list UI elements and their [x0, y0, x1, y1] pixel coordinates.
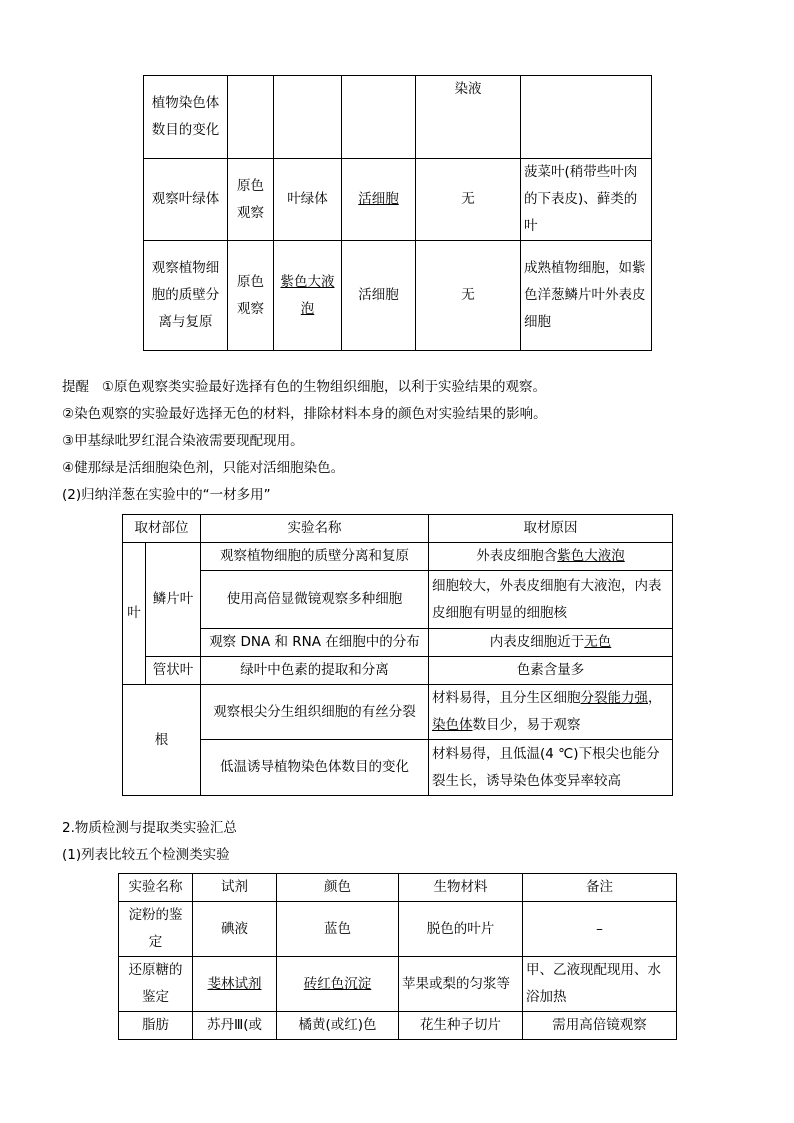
cell-material: 脱色的叶片	[399, 902, 523, 957]
underlined-text: 染色体	[432, 717, 473, 733]
cell	[228, 76, 274, 159]
underlined-text: 活细胞	[358, 191, 399, 207]
cell-experiment: 观察 DNA 和 RNA 在细胞中的分布	[201, 629, 429, 657]
cell-reagent: 苏丹Ⅲ(或	[193, 1012, 277, 1040]
header-experiment: 实验名称	[119, 874, 193, 902]
cell-reagent	[193, 957, 277, 1012]
underlined-text: 无色	[584, 634, 612, 650]
cell-reason	[429, 543, 673, 571]
cell-reagent: 碘液	[193, 902, 277, 957]
table-row	[119, 874, 677, 902]
header-reagent: 试剂	[193, 874, 277, 902]
cell-experiment-name: 植物染色体数目的变化	[144, 76, 228, 159]
cell-experiment: 观察根尖分生组织细胞的有丝分裂	[201, 685, 429, 740]
reason-text: 外表皮细胞含	[476, 548, 558, 564]
section-heading: 2.物质检测与提取类实验汇总	[62, 820, 237, 836]
table-row	[123, 657, 673, 685]
cell-target	[274, 241, 342, 351]
header-color: 颜色	[277, 874, 399, 902]
cell-method: 原色观察	[228, 241, 274, 351]
cell-experiment: 低温诱导植物染色体数目的变化	[201, 740, 429, 796]
cell-experiment-name: 观察植物细胞的质壁分离与复原	[144, 241, 228, 351]
cell-experiment: 脂肪	[119, 1012, 193, 1040]
cell-leaf: 叶	[123, 543, 146, 685]
cell-experiment: 淀粉的鉴定	[119, 902, 193, 957]
table-detection-experiments	[118, 873, 677, 1040]
tip-line-3: ③甲基绿吡罗红混合染液需要现配现用。	[62, 433, 304, 449]
cell-reason: 材料易得，且低温(4 ℃)下根尖也能分裂生长，诱导染色体变异率较高	[429, 740, 673, 796]
tip-line-1	[62, 377, 546, 397]
cell	[274, 76, 342, 159]
table-row	[144, 159, 652, 241]
cell-experiment: 观察植物细胞的质壁分离和复原	[201, 543, 429, 571]
underlined-text: 砖红色沉淀	[303, 975, 372, 992]
reason-text: 数目少，易于观察	[472, 717, 581, 733]
reason-text: 内表皮细胞近于	[489, 634, 585, 650]
table-row	[144, 76, 652, 159]
table-row	[123, 740, 673, 796]
cell-material: 成熟植物细胞，如紫色洋葱鳞片叶外表皮细胞	[521, 241, 652, 351]
section-heading: (2)归纳洋葱在实验中的“一材多用”	[62, 487, 271, 503]
table-row	[123, 515, 673, 543]
table-row	[123, 685, 673, 740]
cell	[342, 76, 416, 159]
cell-target: 叶绿体	[274, 159, 342, 241]
cell-material: 苹果或梨的匀浆等	[399, 957, 523, 1012]
cell-note: 需用高倍镜观察	[523, 1012, 677, 1040]
cell-color: 橘黄(或红)色	[277, 1012, 399, 1040]
table-row	[123, 543, 673, 571]
header-part: 取材部位	[123, 515, 201, 543]
cell-experiment: 绿叶中色素的提取和分离	[201, 657, 429, 685]
header-reason: 取材原因	[429, 515, 673, 543]
reason-text: ，	[648, 690, 662, 706]
cell-method: 原色观察	[228, 159, 274, 241]
cell-material: 菠菜叶(稍带些叶肉的下表皮)、藓类的叶	[521, 159, 652, 241]
cell-experiment: 还原糖的鉴定	[119, 957, 193, 1012]
underlined-text: 紫色大液泡	[557, 548, 625, 564]
cell-cell-state	[342, 159, 416, 241]
table-row	[123, 629, 673, 657]
table-row	[144, 241, 652, 351]
underlined-text: 紫色大液泡	[280, 273, 335, 317]
cell-material: 花生种子切片	[399, 1012, 523, 1040]
tip-line-2: ②染色观察的实验最好选择无色的材料，排除材料本身的颜色对实验结果的影响。	[62, 406, 547, 422]
cell-cell-state: 活细胞	[342, 241, 416, 351]
tip-label: 提醒	[62, 379, 89, 395]
reason-text: 材料易得，且分生区细胞	[432, 690, 581, 706]
cell-reason	[429, 685, 673, 740]
table-row	[119, 902, 677, 957]
cell-scale-leaf: 鳞片叶	[146, 543, 201, 657]
table-experiments-part1	[143, 75, 652, 351]
cell-reason: 细胞较大，外表皮细胞有大液泡，内表皮细胞有明显的细胞核	[429, 571, 673, 629]
table-row	[119, 1012, 677, 1040]
cell-experiment-name: 观察叶绿体	[144, 159, 228, 241]
underlined-text: 斐林试剂	[207, 975, 262, 992]
cell-stain: 染液	[416, 76, 521, 159]
cell-experiment: 使用高倍显微镜观察多种细胞	[201, 571, 429, 629]
section-heading: (1)列表比较五个检测类实验	[62, 847, 230, 863]
cell-note: 甲、乙液现配现用、水浴加热	[523, 957, 677, 1012]
header-material: 生物材料	[399, 874, 523, 902]
header-experiment: 实验名称	[201, 515, 429, 543]
cell	[521, 76, 652, 159]
table-row	[123, 571, 673, 629]
cell-stain: 无	[416, 159, 521, 241]
cell-tubular-leaf: 管状叶	[146, 657, 201, 685]
cell-reason	[429, 629, 673, 657]
tip-text: ①原色观察类实验最好选择有色的生物组织细胞，以利于实验结果的观察。	[101, 379, 546, 395]
cell-root: 根	[123, 685, 201, 796]
cell-note: –	[523, 902, 677, 957]
table-row	[119, 957, 677, 1012]
header-note: 备注	[523, 874, 677, 902]
underlined-text: 分裂能力强	[580, 690, 648, 706]
table-onion-uses	[122, 514, 673, 796]
cell-reason: 色素含量多	[429, 657, 673, 685]
cell-color	[277, 957, 399, 1012]
cell-color: 蓝色	[277, 902, 399, 957]
tip-line-4: ④健那绿是活细胞染色剂，只能对活细胞染色。	[62, 460, 345, 476]
cell-stain: 无	[416, 241, 521, 351]
